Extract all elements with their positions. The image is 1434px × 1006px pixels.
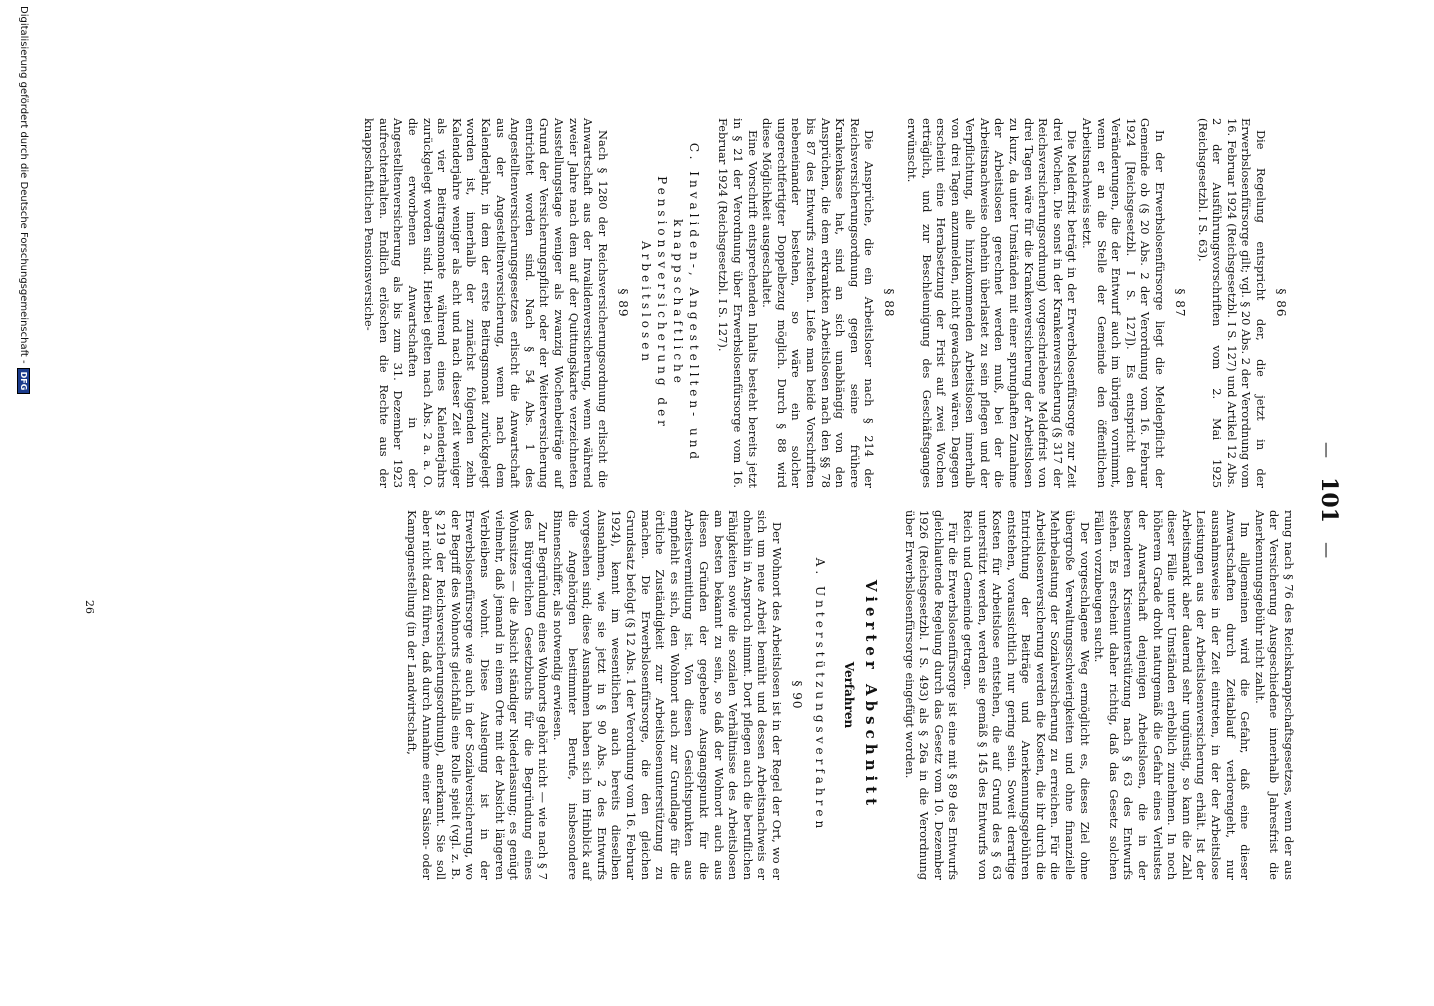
section-90-paragraph-2: Zur Begründung eines Wohnorts gehört nicht — wie nach § 7 des Bürgerlichen Gesetzbuchs für die Begründung eines Wohnsitzes — die Absicht ständiger Niederlassung; es genügt vielmehr, daß jemand in einem Orte mit der Absicht längeren Verbleibens wohnt. Diese Auslegung ist in der Erwerbslosenfürsorge wie auch in der Sozialversicherung, wo der Begriff des Wohnorts gleichfalls eine Rolle spielt (vgl. z. B. § 219 der Reichsversicherungsordnung), anerkannt. Sie soll aber nicht dazu führen, daß durch Annahme einer Saison- oder Kampagnestellung (in der Landwirtschaft, — [405, 510, 551, 880]
section-c-title: C. Invaliden-, Angestellten- und knappschaftliche Pensionsversicherung der Arbeitslosen — [638, 142, 701, 464]
right-paragraph-4: Für die Erwerbslosenfürsorge ist eine mit § 89 des Entwurfs gleichlautende Regelung durch das Gesetz vom 10. Dezember 1926 (Reichsgesetzbl. I S. 493) als § 26a in die Verordnung über Erwerbslosenfürsorge eingefügt worden. — [902, 510, 961, 880]
page-number: 101 — [1316, 477, 1342, 523]
section-88-paragraph-1: Die Ansprüche, die ein Arbeitsloser nach § 214 der Reichsversicherungsordnung gegen seine frühere Krankenkasse hat, sind an sich unabhängig von den Ansprüchen, die dem erkrankten Arbeitslosen nach den §§ 78 bis 87 des Entwurfs zustehen. Ließe man beide Vorschriften nebeneinander bestehen, so wäre ein solcher ungerechtfertigter Doppelbezug möglich. Durch § 88 wird diese Möglichkeit ausgeschaltet. — [760, 118, 877, 488]
page-header — [1316, 0, 1342, 1000]
section-88-paragraph-2: Eine Vorschrift entsprechenden Inhalts besteht bereits jetzt in § 21 der Verordnung über Erwerbslosenfürsorge vom 16. Februar 1924 (Reichsgesetzbl. I S. 127). — [716, 118, 760, 488]
continued-paragraph: rung nach § 76 des Reichsknappschaftsgesetzes, wenn der aus der Versicherung Ausgeschiedene innerhalb Jahresfrist die Anerkennungsgebühr nicht zahlt. — [1252, 510, 1296, 880]
header-dash-left: — — [1318, 441, 1337, 458]
section-90-heading: § 90 — [789, 680, 804, 710]
abschnitt-heading: Vierter Abschnitt — [861, 579, 880, 811]
digitization-footer — [17, 0, 30, 1006]
footer-text: Digitalisierung gefördert durch die Deutsche Forschungsgemeinschaft - — [18, 6, 29, 364]
header-dash-right: — — [1318, 542, 1337, 559]
section-90-paragraph-1: Der Wohnort des Arbeitslosen ist in der Regel der Ort, wo er sich um neue Arbeit bemüht und dessen Arbeitsnachweis er ohnehin in Anspruch nimmt. Dort pflegen auch die beruflichen Fähigkeiten sowie die sozialen Verhältnisse des Arbeitslosen am besten bekannt zu sein, so daß der Wohnort auch aus diesen Gründen der gegebene Ausgangspunkt für die Arbeitsvermittlung ist. Von diesen Gesichtspunkten aus empfiehlt es sich, den Wohnort auch zur Grundlage für die örtliche Zuständigkeit zur Arbeitslosenunterstützung zu machen. Die Erwerbslosenfürsorge, die den gleichen Grundsatz befolgt (§ 12 Abs. 1 der Verordnung vom 16. Februar 1924), kennt im wesentlichen auch bereits dieselben Ausnahmen, wie sie jetzt in § 90 Abs. 2 des Entwurfs vorgesehen sind; diese Ausnahmen haben sich im Hinblick auf die Angehörigen bestimmter Berufe, insbesondere Binnenschiffer, als notwendig erwiesen. — [551, 510, 784, 880]
signature-mark: 26 — [83, 600, 96, 614]
right-paragraph-3: Der vorgeschlagene Weg ermöglicht es, dieses Ziel ohne übergroße Verwaltungsschwierigkeiten und ohne finanzielle Mehrbelastung der Sozialversicherung zu erreichen. Für die Arbeitslosenversicherung werden die Kosten, die ihr durch die Entrichtung der Beiträge und Anerkennungsgebühren entstehen, voraussichtlich nur gering sein. Soweit derartige Kosten für Arbeitslose entstehen, die auf Grund des § 63 unterstützt werden, werden sie gemäß § 145 des Entwurfs von Reich und Gemeinde getragen. — [960, 510, 1092, 880]
section-87-heading: § 87 — [1173, 288, 1188, 318]
section-89-heading: § 89 — [615, 288, 630, 318]
section-88-heading: § 88 — [882, 288, 897, 318]
section-a-title: A. Unterstützungsverfahren — [812, 557, 827, 833]
section-87-paragraph-1: In der Erwerbslosenfürsorge liegt die Meldepflicht der Gemeinde ob (§ 20 Abs. 2 der Verordnung vom 16. Februar 1924 [Reichsgesetzbl. I S. 127]). Es entspricht den Veränderungen, die der Entwurf auch im übrigen vornimmt, wenn er an die Stelle der Gemeinde den öffentlichen Arbeitsnachweis setzt. — [1080, 118, 1168, 488]
section-86-heading: § 86 — [1274, 288, 1288, 318]
section-87-paragraph-2: Die Meldefrist beträgt in der Erwerbslosenfürsorge zur Zeit drei Wochen. Die sonst in der Krankenversicherung (§ 317 der Reichsversicherungsordnung) vorgeschriebene Meldefrist von drei Tagen wäre für die Krankenversicherung der Arbeitslosen zu kurz, da unter Umständen mit einer sprunghaften Zunahme der Arbeitslosen gerechnet werden muß, bei der die Arbeitsnachweise ohnehin überlastet zu sein pflegen und der Verpflichtung, alle hinzukommenden Arbeitslosen innerhalb von drei Tagen anzumelden, nicht gewachsen wären. Dagegen erscheint eine Herabsetzung der Frist auf zwei Wochen erträglich, und zur Beschleunigung des Geschäftsganges erwünscht. — [904, 118, 1080, 488]
left-column — [362, 118, 1296, 488]
section-86-text: Die Regelung entspricht der, die jetzt in der Erwerbslosenfürsorge gilt; vgl. § 20 Abs. 2 der Verordnung vom 16. Februar 1924 (Reichsgesetzbl. I S. 127) und Artikel 12 Abs. 2 der Ausführungsvorschriften vom 2. Mai 1925 (Reichsgesetzbl. I S. 63). — [1195, 118, 1268, 488]
right-column — [405, 510, 1296, 880]
section-89-paragraph-1: Nach § 1280 der Reichsversicherungsordnung erlischt die Anwartschaft aus der Invalidenversicherung, wenn während zweier Jahre nach dem auf der Quittungskarte verzeichneten Ausstellungstage weniger als zwanzig Wochenbeiträge auf Grund der Versicherungspflicht oder der Weiterversicherung entrichtet worden sind. Nach § 54 Abs. 1 des Angestelltenversicherungsgesetzes erlischt die Anwartschaft aus der Angestelltenversicherung, wenn nach dem Kalenderjahr, in dem der erste Beitragsmonat zurückgelegt worden ist, innerhalb der zunächst folgenden zehn Kalenderjahre weniger als acht und nach dieser Zeit weniger als vier Beitragsmonate während eines Kalenderjahrs zurückgelegt worden sind. Hierbei gelten nach Abs. 2 a. a. O. die erworbenen Anwartschaften in der Angestelltenversicherung als bis zum 31. Dezember 1923 aufrechterhalten. Endlich erlöschen die Rechte aus der knappschaftlichen Pensionsversiche- — [362, 118, 610, 488]
verfahren-heading: Verfahren — [841, 661, 856, 729]
dfg-logo: DFG — [17, 368, 30, 395]
right-paragraph-2: Im allgemeinen wird die Gefahr, daß eine dieser Anwartschaften durch Zeitablauf verlorengeht, nur ausnahmsweise in der Zeit eintreten, in der der Arbeitslose Leistungen aus der Arbeitslosenversicherung erhält. Ist der Arbeitsmarkt aber dauernd sehr ungünstig, so kann die Zahl dieser Fälle unter Umständen erheblich zunehmen. In noch höherem Grade droht naturgemäß die Gefahr eines Verlustes der Anwartschaft denjenigen Arbeitslosen, die in der besonderen Krisenunterstützung nach § 63 des Entwurfs stehen. Es erscheint daher richtig, daß das Gesetz solchen Fällen vorzubeugen sucht. — [1092, 510, 1253, 880]
